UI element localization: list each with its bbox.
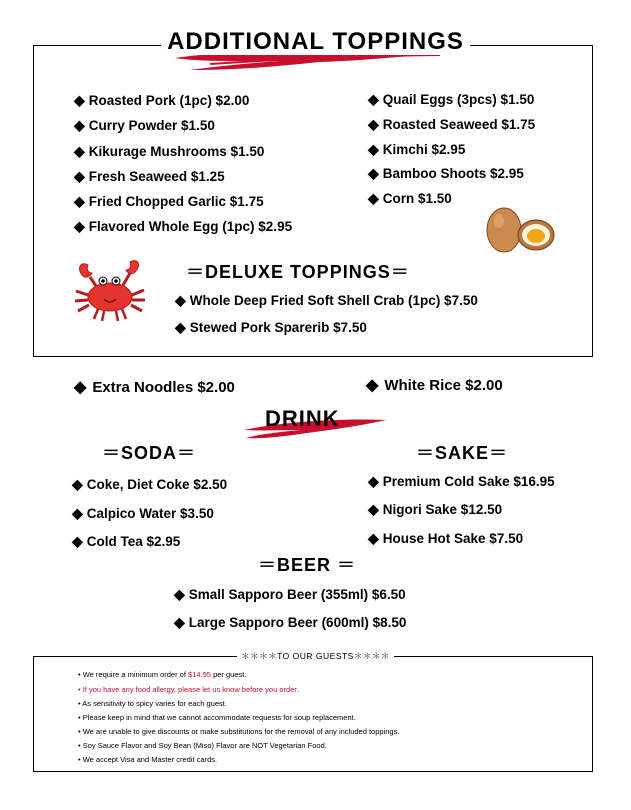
page-title: ADDITIONAL TOPPINGS — [0, 28, 631, 56]
sake-item: ◆ House Hot Sake $7.50 — [368, 530, 524, 546]
diamond-icon: ◆ — [74, 143, 85, 159]
deluxe-item: ◆ Whole Deep Fried Soft Shell Crab (1pc) $7.50 — [175, 292, 478, 308]
diamond-icon: ◆ — [74, 168, 85, 184]
diamond-icon: ◆ — [368, 165, 379, 181]
sake-title: ＝SAKE＝ — [416, 443, 509, 463]
diamond-icon: ◆ — [175, 319, 186, 335]
topping-item: ◆ Curry Powder $1.50 — [74, 117, 215, 133]
note-min-order: • We require a minimum order of $14.95 per guest. — [78, 670, 247, 679]
diamond-icon: ◆ — [366, 377, 379, 394]
diamond-icon: ◆ — [74, 379, 87, 396]
note-cards: • We accept Visa and Master credit cards. — [78, 755, 218, 764]
diamond-icon: ◆ — [368, 473, 379, 489]
topping-item: ◆ Fresh Seaweed $1.25 — [74, 168, 225, 184]
guest-notes-title: ＊＊＊＊TO OUR GUESTS＊＊＊＊ — [0, 650, 631, 662]
beer-title: ＝BEER ＝ — [258, 555, 357, 575]
diamond-icon: ◆ — [174, 614, 185, 630]
diamond-icon: ◆ — [74, 117, 85, 133]
beer-item: ◆ Small Sapporo Beer (355ml) $6.50 — [174, 586, 406, 602]
diamond-icon: ◆ — [368, 91, 379, 107]
note-discounts: • We are unable to give discounts or make substitutions for the removal of any included toppings. — [78, 727, 400, 736]
deluxe-title: ＝DELUXE TOPPINGS＝ — [186, 262, 410, 282]
note-allergy: • If you have any food allergy, please let us know before you order. — [78, 685, 299, 694]
diamond-icon: ◆ — [368, 116, 379, 132]
crab-icon — [72, 259, 148, 323]
topping-item: ◆ Quail Eggs (3pcs) $1.50 — [368, 91, 535, 107]
diamond-icon: ◆ — [368, 141, 379, 157]
diamond-icon: ◆ — [74, 92, 85, 108]
egg-icon — [484, 203, 558, 255]
topping-item: ◆ Roasted Pork (1pc) $2.00 — [74, 92, 250, 108]
extra-noodles-item: ◆ Extra Noodles $2.00 — [74, 379, 235, 396]
diamond-icon: ◆ — [74, 218, 85, 234]
topping-item: ◆ Flavored Whole Egg (1pc) $2.95 — [74, 218, 293, 234]
topping-item: ◆ Corn $1.50 — [368, 190, 452, 206]
note-spicy: • As sensitivity to spicy varies for each guest. — [78, 699, 227, 708]
sake-item: ◆ Premium Cold Sake $16.95 — [368, 473, 555, 489]
note-soup: • Please keep in mind that we cannot accommodate requests for soup replacement. — [78, 713, 356, 722]
soda-item: ◆ Coke, Diet Coke $2.50 — [72, 476, 228, 492]
diamond-icon: ◆ — [368, 501, 379, 517]
diamond-icon: ◆ — [174, 586, 185, 602]
deluxe-item: ◆ Stewed Pork Sparerib $7.50 — [175, 319, 367, 335]
diamond-icon: ◆ — [72, 476, 83, 492]
topping-item: ◆ Kikurage Mushrooms $1.50 — [74, 143, 265, 159]
diamond-icon: ◆ — [368, 530, 379, 546]
drink-title: DRINK — [265, 406, 340, 431]
soda-item: ◆ Cold Tea $2.95 — [72, 533, 181, 549]
note-vegetarian: • Soy Sauce Flavor and Soy Bean (Miso) Flavor are NOT Vegetarian Food. — [78, 741, 327, 750]
topping-item: ◆ Bamboo Shoots $2.95 — [368, 165, 524, 181]
soda-title: ＝SODA＝ — [102, 443, 197, 463]
diamond-icon: ◆ — [72, 505, 83, 521]
diamond-icon: ◆ — [175, 292, 186, 308]
sake-item: ◆ Nigori Sake $12.50 — [368, 501, 503, 517]
topping-item: ◆ Fried Chopped Garlic $1.75 — [74, 193, 264, 209]
topping-item: ◆ Kimchi $2.95 — [368, 141, 466, 157]
diamond-icon: ◆ — [72, 533, 83, 549]
soda-item: ◆ Calpico Water $3.50 — [72, 505, 214, 521]
beer-item: ◆ Large Sapporo Beer (600ml) $8.50 — [174, 614, 407, 630]
diamond-icon: ◆ — [74, 193, 85, 209]
topping-item: ◆ Roasted Seaweed $1.75 — [368, 116, 536, 132]
diamond-icon: ◆ — [368, 190, 379, 206]
white-rice-item: ◆ White Rice $2.00 — [366, 377, 503, 394]
